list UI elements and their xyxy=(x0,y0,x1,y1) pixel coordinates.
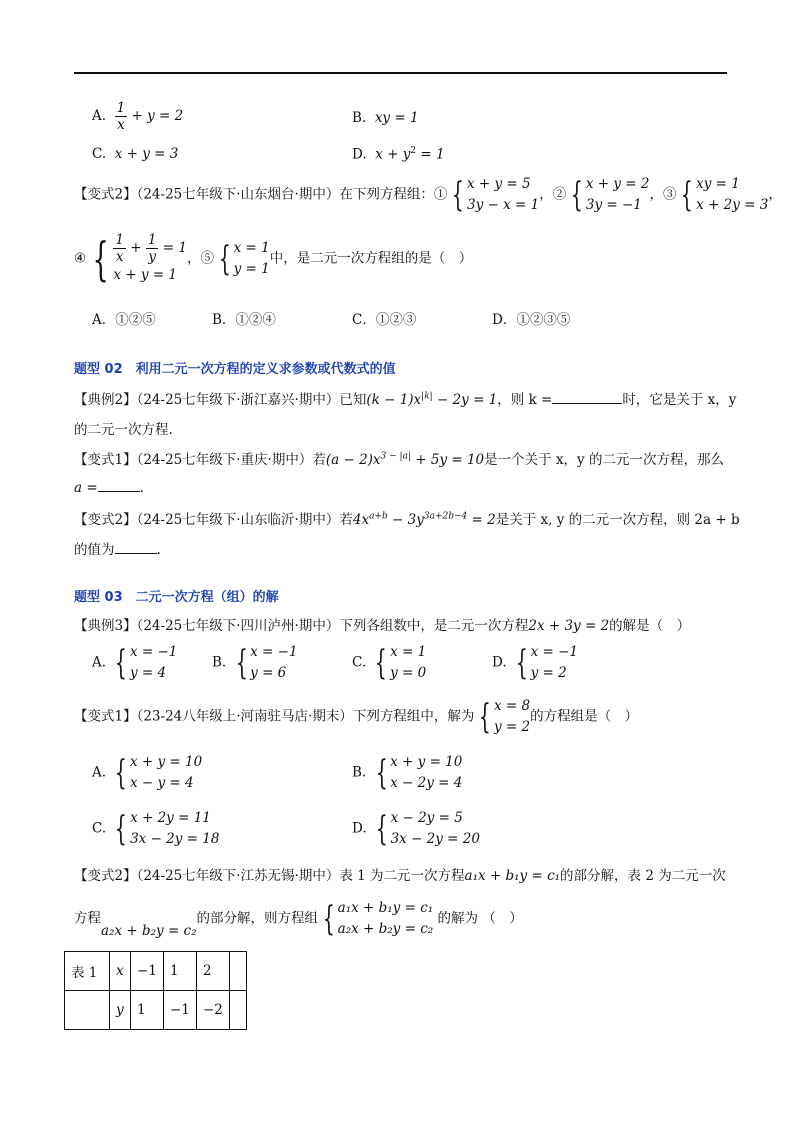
example3-option-c: C. { x = 1 y = 0 xyxy=(352,643,427,683)
example3-option-a: A. { x = −1 y = 4 xyxy=(92,643,178,683)
section-heading-03: 题型 03 二元一次方程（组）的解 xyxy=(74,590,279,605)
fraction: $\frac{1}{x}$ xyxy=(116,100,126,133)
table-1 xyxy=(64,951,247,1030)
variant2-option-b: B．①②④ xyxy=(212,312,276,328)
table-row: y 1 −1 −2 xyxy=(65,991,247,1030)
option-a: A. $\frac{1}{x}$ + y = 2 xyxy=(92,100,184,133)
variant2-systems-line2: ④ { $\frac{1}{x}$ + $\frac{1}{y}$ = 1 x + y = 1 ，⑤ { x = 1 y = 1 中，是二元一次方程组的是（ ） xyxy=(74,232,473,286)
option-b: B. xy = 1 xyxy=(352,110,419,126)
variant2-03: 【变式2】（24-25七年级下·江苏无锡·期中）表 1 为二元一次方程a₁x + b₁y = c₁的部分解，表 2 为二元一次 xyxy=(74,868,726,884)
variant1-03-option-a: A. { x + y = 10 x − y = 4 xyxy=(92,753,203,793)
variant2-option-d: D．①②③⑤ xyxy=(492,312,571,328)
variant2-02: 【变式2】（24-25七年级下·山东临沂·期中）若$4x^{a+b} - 3y^{3a+2b-4} = 2$是关于 x, y 的二元一次方程，则 2a + b xyxy=(74,511,740,528)
variant2-03-cont: 方程a₂x + b₂y = c₂的部分解，则方程组 { a₁x + b₁y = c₁ a₂x + b₂y = c₂ 的解为 （ ） xyxy=(74,899,523,939)
system-5: { x = 1 y = 1 xyxy=(218,239,270,279)
variant1-02-cont: a = . xyxy=(74,480,144,496)
variant2-systems: 【变式2】（24-25七年级下·山东烟台·期中）在下列方程组：① { x + y = 5 3y − x = 1 ，② { x + y = 2 3y = −1 ，③ { xy = 1 x + 2y = 3 ， xyxy=(74,175,782,215)
variant2-option-a: A．①②⑤ xyxy=(92,312,156,328)
variant2-02-cont: 的值为 . xyxy=(74,542,161,558)
variant1-03-option-c: C. { x + 2y = 11 3x − 2y = 18 xyxy=(92,809,220,849)
example3: 【典例3】（24-25七年级下·四川泸州·期中）下列各组数中，是二元一次方程2x + 3y = 2的解是（ ） xyxy=(74,618,691,634)
section-heading-02: 题型 02 利用二元一次方程的定义求参数或代数式的值 xyxy=(74,362,396,377)
variant1-03-option-d: D. { x − 2y = 5 3x − 2y = 20 xyxy=(352,809,480,849)
header-rule xyxy=(74,72,727,74)
variant1-03: 【变式1】（23-24八年级上·河南驻马店·期末）下列方程组中，解为 { x = 8 y = 2 的方程组是（ ） xyxy=(74,697,639,737)
example2-cont: 的二元一次方程. xyxy=(74,422,173,438)
option-c: C. x + y = 3 xyxy=(92,146,179,162)
option-d: D. $x + y^2 = 1$ xyxy=(352,146,445,163)
system-1: { x + y = 5 3y − x = 1 xyxy=(452,175,540,215)
variant1-02: 【变式1】（24-25七年级下·重庆·期中）若$(a - 2)x^{3 - |a|} + 5y = 10$是一个关于 x，y 的二元一次方程，那么 xyxy=(74,451,724,468)
variant2-option-c: C．①②③ xyxy=(352,312,417,328)
variant1-03-option-b: B. { x + y = 10 x − 2y = 4 xyxy=(352,753,463,793)
system-2: { x + y = 2 3y = −1 xyxy=(571,175,650,215)
system-4: { $\frac{1}{x}$ + $\frac{1}{y}$ = 1 x + y = 1 xyxy=(92,232,187,286)
example3-option-b: B. { x = −1 y = 6 xyxy=(212,643,298,683)
system-3: { xy = 1 x + 2y = 3 xyxy=(681,175,769,215)
example3-option-d: D. { x = −1 y = 2 xyxy=(492,643,578,683)
example2: 【典例2】（24-25七年级下·浙江嘉兴·期中）已知$(k - 1)x^{|k|} - 2y = 1$，则 k = 时，它是关于 x，y xyxy=(74,391,737,408)
table-row: 表 1 x −1 1 2 xyxy=(65,952,247,991)
